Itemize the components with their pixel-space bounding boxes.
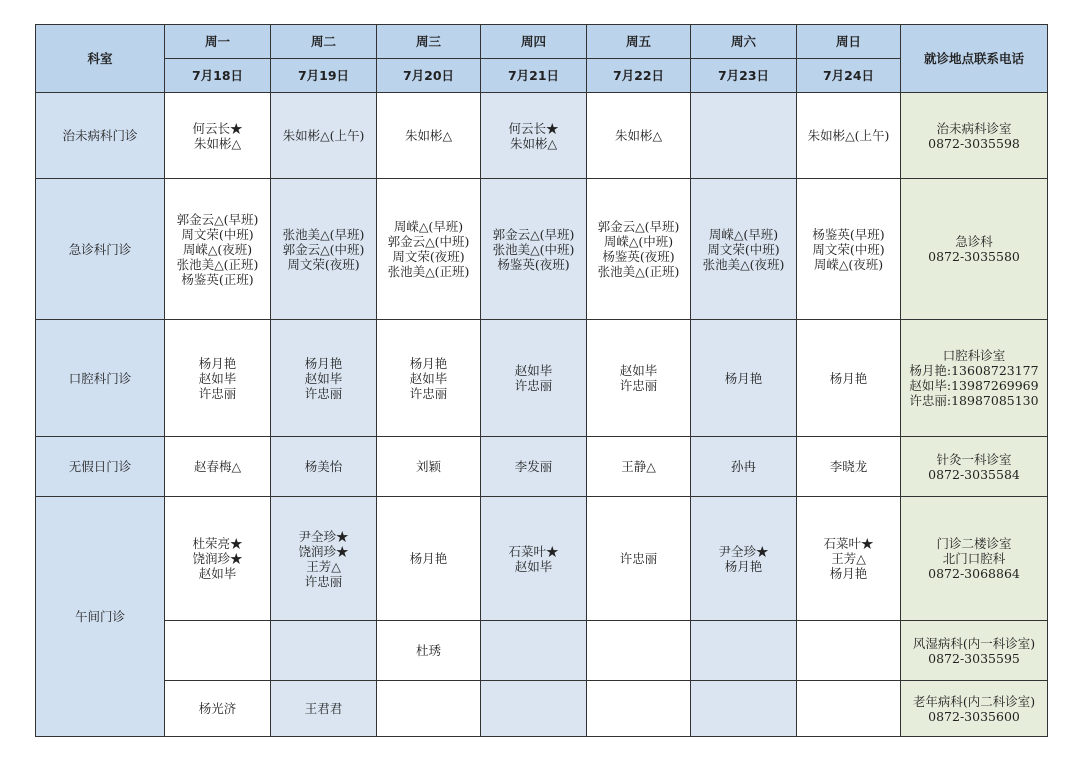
schedule-cell: 何云长★ 朱如彬△ — [481, 93, 587, 179]
schedule-cell: 杜琇 — [377, 621, 481, 681]
dept-cell: 治未病科门诊 — [36, 93, 165, 179]
schedule-cell: 杨月艳 — [691, 320, 797, 437]
contact-cell: 风湿病科(内一科诊室) 0872-3035595 — [901, 621, 1048, 681]
table-row — [36, 320, 1048, 437]
schedule-cell — [587, 681, 691, 737]
table-row — [36, 497, 1048, 621]
schedule-cell: 杨月艳 赵如毕 许忠丽 — [377, 320, 481, 437]
schedule-cell — [691, 93, 797, 179]
schedule-cell: 许忠丽 — [587, 497, 691, 621]
header-date: 7月19日 — [271, 59, 377, 93]
schedule-cell: 石菜叶★ 赵如毕 — [481, 497, 587, 621]
schedule-cell: 何云长★ 朱如彬△ — [165, 93, 271, 179]
header-weekday: 周五 — [587, 25, 691, 59]
table-row — [36, 179, 1048, 320]
schedule-cell: 尹全珍★ 饶润珍★ 王芳△ 许忠丽 — [271, 497, 377, 621]
contact-cell: 针灸一科诊室 0872-3035584 — [901, 437, 1048, 497]
header-date: 7月21日 — [481, 59, 587, 93]
contact-cell: 门诊二楼诊室 北门口腔科 0872-3068864 — [901, 497, 1048, 621]
schedule-cell: 周嵘△(早班) 周文荣(中班) 张池美△(夜班) — [691, 179, 797, 320]
dept-cell: 无假日门诊 — [36, 437, 165, 497]
header-weekday: 周二 — [271, 25, 377, 59]
header-date: 7月20日 — [377, 59, 481, 93]
dept-cell: 急诊科门诊 — [36, 179, 165, 320]
header-contact: 就诊地点联系电话 — [901, 25, 1048, 93]
schedule-cell — [691, 621, 797, 681]
table-row — [36, 437, 1048, 497]
schedule-cell — [587, 621, 691, 681]
contact-cell: 口腔科诊室 杨月艳:13608723177 赵如毕:13987269969 许忠丽:18987085130 — [901, 320, 1048, 437]
contact-cell: 治未病科诊室 0872-3035598 — [901, 93, 1048, 179]
duty-schedule-table — [35, 24, 1048, 737]
schedule-cell: 朱如彬△ — [377, 93, 481, 179]
schedule-cell — [165, 621, 271, 681]
schedule-cell — [797, 621, 901, 681]
schedule-cell: 朱如彬△(上午) — [797, 93, 901, 179]
table-row — [36, 621, 1048, 681]
schedule-cell: 王静△ — [587, 437, 691, 497]
schedule-cell: 赵如毕 许忠丽 — [481, 320, 587, 437]
table-row — [36, 93, 1048, 179]
contact-cell: 急诊科 0872-3035580 — [901, 179, 1048, 320]
schedule-cell: 杨月艳 — [797, 320, 901, 437]
schedule-cell — [377, 681, 481, 737]
schedule-cell: 郭金云△(早班) 张池美△(中班) 杨鉴英(夜班) — [481, 179, 587, 320]
header-date: 7月18日 — [165, 59, 271, 93]
schedule-cell: 朱如彬△ — [587, 93, 691, 179]
schedule-cell: 杨光济 — [165, 681, 271, 737]
schedule-cell: 杨月艳 赵如毕 许忠丽 — [165, 320, 271, 437]
header-date: 7月23日 — [691, 59, 797, 93]
header-weekday: 周四 — [481, 25, 587, 59]
schedule-cell: 尹全珍★ 杨月艳 — [691, 497, 797, 621]
schedule-cell: 朱如彬△(上午) — [271, 93, 377, 179]
schedule-cell — [481, 621, 587, 681]
header-weekday: 周日 — [797, 25, 901, 59]
header-weekday: 周三 — [377, 25, 481, 59]
dept-cell: 口腔科门诊 — [36, 320, 165, 437]
schedule-cell: 石菜叶★ 王芳△ 杨月艳 — [797, 497, 901, 621]
schedule-cell — [481, 681, 587, 737]
header-weekday: 周六 — [691, 25, 797, 59]
schedule-cell: 杨月艳 — [377, 497, 481, 621]
schedule-cell: 杨月艳 赵如毕 许忠丽 — [271, 320, 377, 437]
schedule-cell: 杜荣亮★ 饶润珍★ 赵如毕 — [165, 497, 271, 621]
schedule-cell: 张池美△(早班) 郭金云△(中班) 周文荣(夜班) — [271, 179, 377, 320]
schedule-cell: 郭金云△(早班) 周嵘△(中班) 杨鉴英(夜班) 张池美△(正班) — [587, 179, 691, 320]
schedule-cell: 李晓龙 — [797, 437, 901, 497]
header-weekday: 周一 — [165, 25, 271, 59]
schedule-cell — [691, 681, 797, 737]
header-date: 7月22日 — [587, 59, 691, 93]
schedule-cell: 孙冉 — [691, 437, 797, 497]
schedule-cell: 杨鉴英(早班) 周文荣(中班) 周嵘△(夜班) — [797, 179, 901, 320]
schedule-cell: 郭金云△(早班) 周文荣(中班) 周嵘△(夜班) 张池美△(正班) 杨鉴英(正班) — [165, 179, 271, 320]
dept-cell: 午间门诊 — [36, 497, 165, 737]
schedule-cell: 李发丽 — [481, 437, 587, 497]
schedule-cell: 赵如毕 许忠丽 — [587, 320, 691, 437]
header-dept: 科室 — [36, 25, 165, 93]
schedule-cell: 赵春梅△ — [165, 437, 271, 497]
schedule-cell: 王君君 — [271, 681, 377, 737]
schedule-cell — [271, 621, 377, 681]
contact-cell: 老年病科(内二科诊室) 0872-3035600 — [901, 681, 1048, 737]
schedule-cell — [797, 681, 901, 737]
schedule-cell: 刘颖 — [377, 437, 481, 497]
schedule-cell: 周嵘△(早班) 郭金云△(中班) 周文荣(夜班) 张池美△(正班) — [377, 179, 481, 320]
table-row — [36, 681, 1048, 737]
header-date: 7月24日 — [797, 59, 901, 93]
schedule-cell: 杨美怡 — [271, 437, 377, 497]
